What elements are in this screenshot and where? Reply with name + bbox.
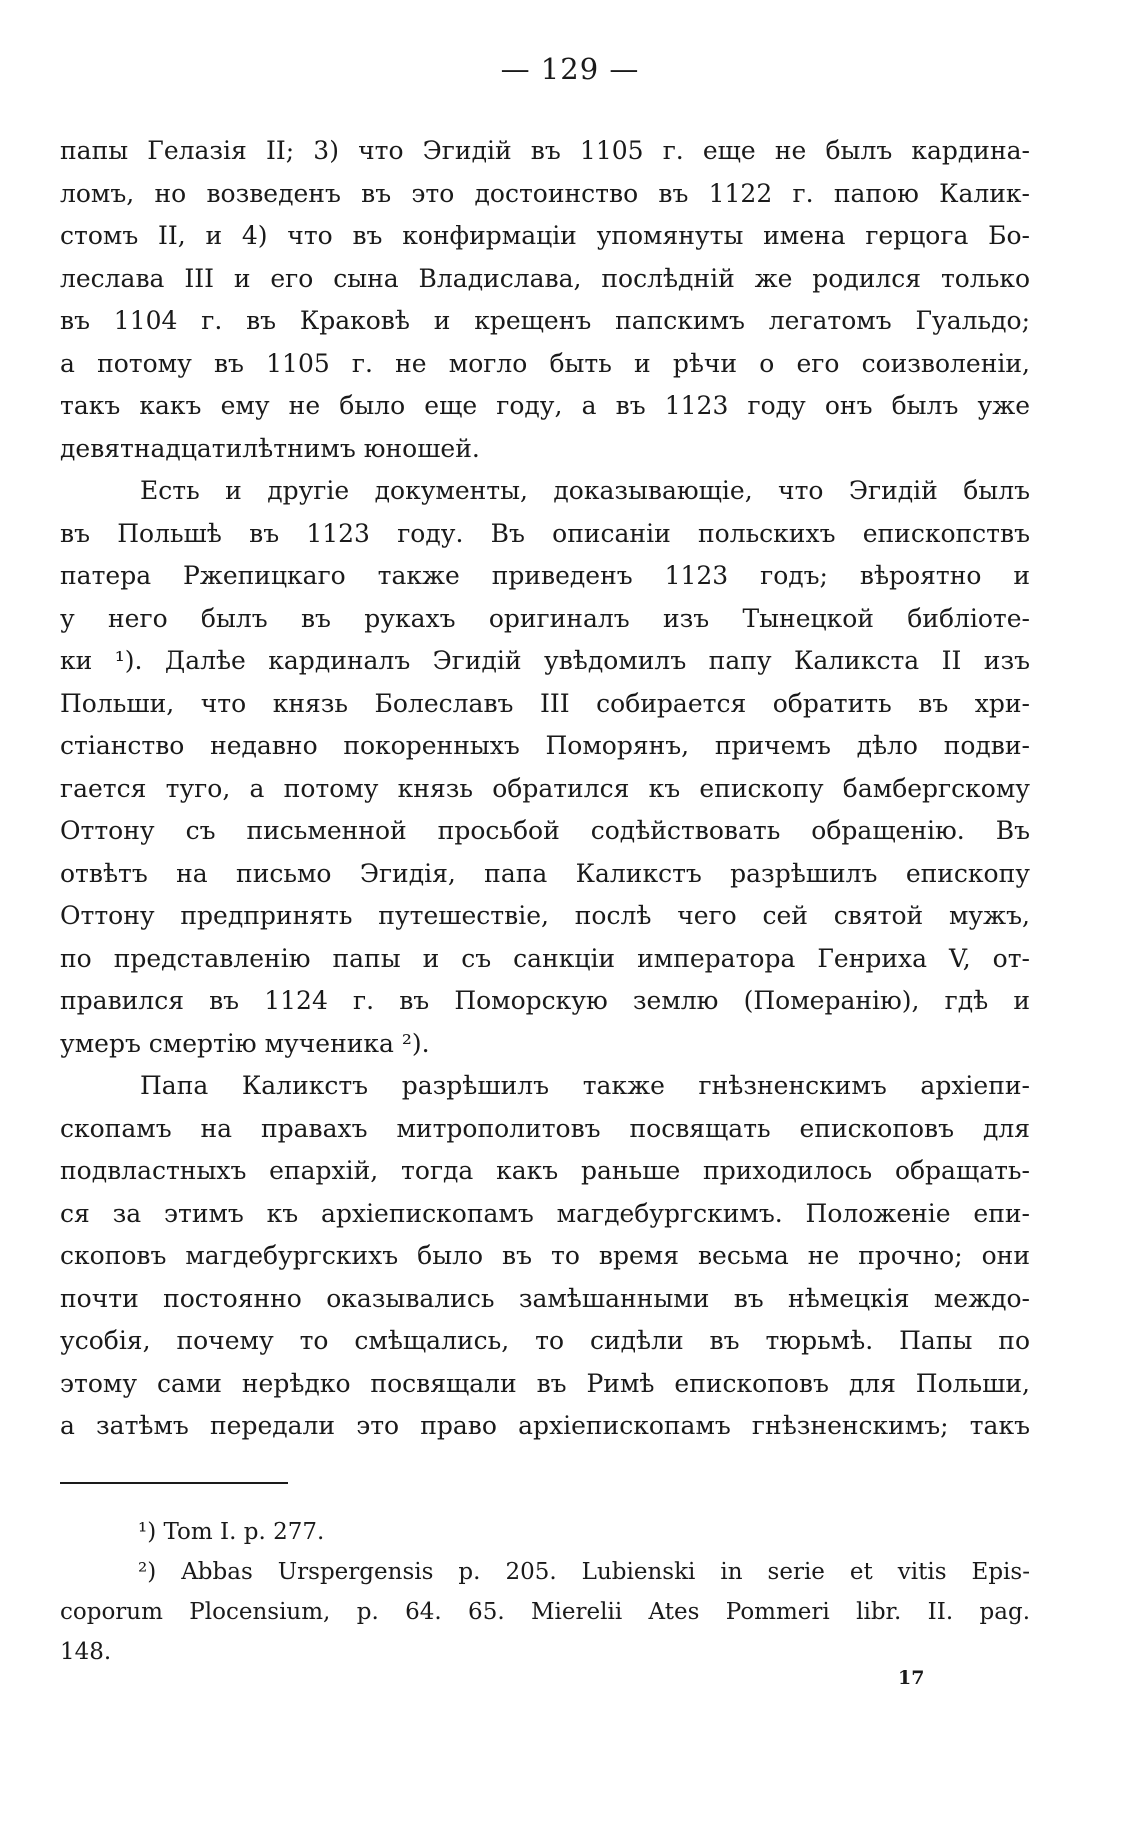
text-line: патера Ржепицкаго также приведенъ 1123 годъ; вѣроятно и: [60, 561, 1030, 590]
text-line: ки ¹). Далѣе кардиналъ Эгидій увѣдомилъ папу Каликста II изъ: [60, 646, 1030, 675]
text-line: этому сами нерѣдко посвящали въ Римѣ епископовъ для Польши,: [60, 1368, 1030, 1398]
text-line: по представленію папы и съ санкціи императора Генриха V, от-: [60, 943, 1030, 973]
text-line: стомъ II, и 4) что въ конфирмаціи упомянуты имена герцога Бо-: [60, 221, 1030, 250]
text-line: Польши, что князь Болеславъ III собирается обратить въ хри-: [60, 688, 1030, 718]
footnote-line: coporum Plocensium, p. 64. 65. Mierelii Ates Pommeri libr. II. pag.: [60, 1599, 1030, 1625]
text-line: скоповъ магдебургскихъ было въ то время весьма не прочно; они: [60, 1241, 1030, 1270]
text-line: отвѣтъ на письмо Эгидія, папа Каликстъ разрѣшилъ епископу: [60, 858, 1030, 888]
text-line: папы Гелазія II; 3) что Эгидій въ 1105 г. еще не былъ кардина-: [60, 136, 1030, 165]
text-line: въ 1104 г. въ Краковѣ и крещенъ папскимъ легатомъ Гуальдо;: [60, 306, 1030, 335]
text-line: подвластныхъ епархій, тогда какъ раньше приходилось обращать-: [60, 1156, 1030, 1185]
text-line: почти постоянно оказывались замѣшанными въ нѣмецкія междо-: [60, 1283, 1030, 1313]
text-line: Есть и другіе документы, доказывающіе, что Эгидій былъ: [140, 476, 1030, 505]
text-line: ся за этимъ къ архіепископамъ магдебургскимъ. Положеніе епи-: [60, 1198, 1030, 1228]
text-line: правился въ 1124 г. въ Поморскую землю (Померанію), гдѣ и: [60, 986, 1030, 1015]
text-line: стіанство недавно покоренныхъ Поморянъ, причемъ дѣло подви-: [60, 731, 1030, 760]
text-line: усобія, почему то смѣщались, то сидѣли въ тюрьмѣ. Папы по: [60, 1326, 1030, 1355]
footnotes: [60, 1512, 1030, 1672]
text-line: Папа Каликстъ разрѣшилъ также гнѣзненскимъ архіепи-: [140, 1071, 1030, 1100]
text-line: у него былъ въ рукахъ оригиналъ изъ Тынецкой библіоте-: [60, 603, 1030, 633]
footnote-line: ²) Abbas Urspergensis p. 205. Lubienski in serie et vitis Epis-: [138, 1559, 1030, 1585]
text-line: леслава III и его сына Владислава, послѣдній же родился только: [60, 263, 1030, 293]
footnote-line: ¹) Tom I. p. 277.: [138, 1519, 325, 1545]
page-number: — 129 —: [500, 52, 640, 86]
text-line: а затѣмъ передали это право архіепископамъ гнѣзненскимъ; такъ: [60, 1411, 1030, 1440]
text-line: такъ какъ ему не было еще году, а въ 1123 году онъ былъ уже: [60, 391, 1030, 420]
text-line: скопамъ на правахъ митрополитовъ посвящать епископовъ для: [60, 1113, 1030, 1143]
body-text: [60, 130, 1030, 1448]
text-line: Оттону съ письменной просьбой содѣйствовать обращенію. Въ: [60, 816, 1030, 845]
text-line: Оттону предпринять путешествіе, послѣ чего сей святой мужъ,: [60, 901, 1030, 930]
text-line: умеръ смертію мученика ²).: [60, 1028, 430, 1058]
text-line: а потому въ 1105 г. не могло быть и рѣчи о его соизволеніи,: [60, 348, 1030, 378]
text-line: девятнадцатилѣтнимъ юношей.: [60, 433, 480, 463]
footnote-line: 148.: [60, 1639, 112, 1665]
text-line: гается туго, а потому князь обратился къ епископу бамбергскому: [60, 773, 1030, 803]
signature-mark: 17: [898, 1667, 925, 1689]
footnote-divider: [60, 1482, 288, 1484]
text-line: въ Польшѣ въ 1123 году. Въ описаніи польскихъ епископствъ: [60, 518, 1030, 548]
text-line: ломъ, но возведенъ въ это достоинство въ 1122 г. папою Калик-: [60, 178, 1030, 208]
